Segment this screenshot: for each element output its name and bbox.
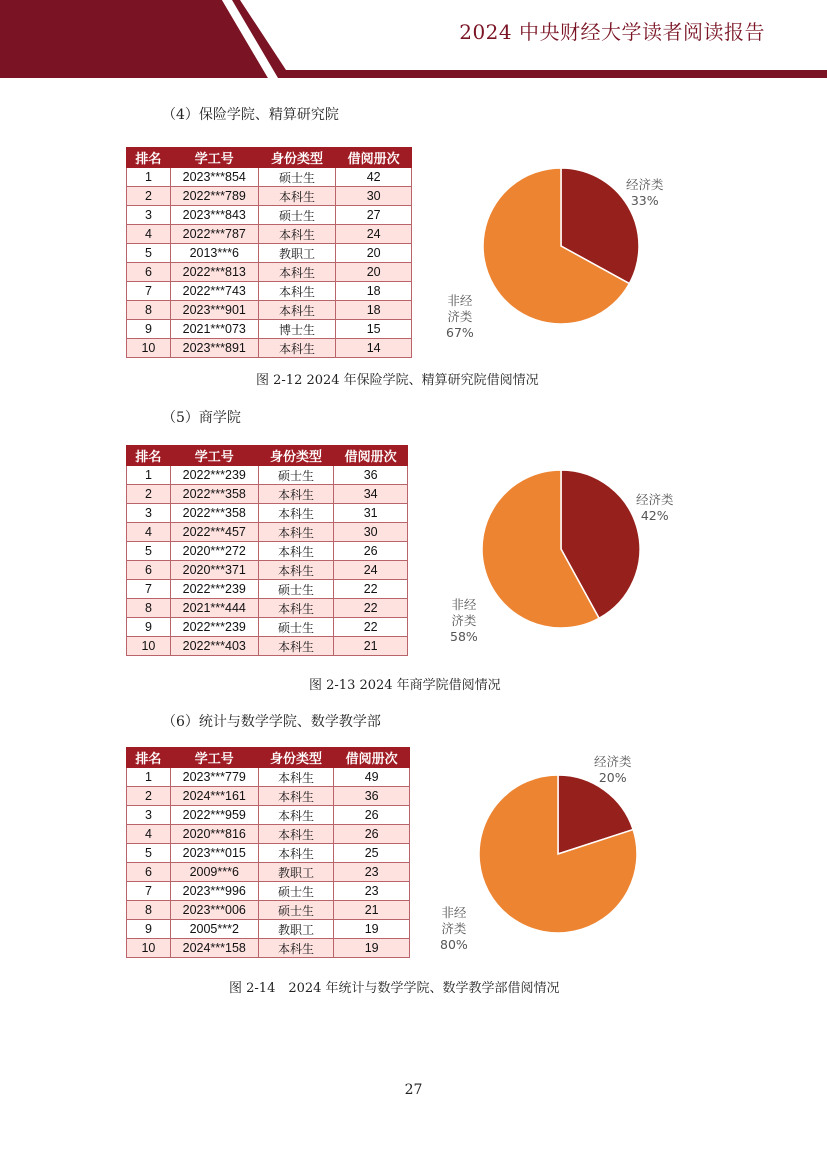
rank-cell: 7: [127, 580, 171, 599]
id-cell: 2022***239: [170, 580, 258, 599]
table-row: [127, 787, 410, 806]
ranking-table-business: [126, 445, 408, 656]
table-row: [127, 901, 410, 920]
count-cell: 42: [336, 168, 412, 187]
id-cell: 2022***789: [170, 187, 258, 206]
table-row: [127, 466, 408, 485]
count-cell: 23: [334, 863, 410, 882]
rank-cell: 5: [127, 244, 171, 263]
identity-cell: 本科生: [258, 542, 334, 561]
count-cell: 22: [334, 599, 408, 618]
table-row: [127, 187, 412, 206]
ranking-table-insurance: [126, 147, 412, 358]
table-row: [127, 768, 410, 787]
table-row: [127, 920, 410, 939]
rank-cell: 3: [127, 206, 171, 225]
table-row: [127, 504, 408, 523]
count-cell: 21: [334, 637, 408, 656]
id-cell: 2021***073: [170, 320, 258, 339]
count-cell: 30: [334, 523, 408, 542]
count-cell: 31: [334, 504, 408, 523]
identity-cell: 硕士生: [258, 168, 336, 187]
count-cell: 19: [334, 939, 410, 958]
id-cell: 2022***358: [170, 485, 258, 504]
identity-cell: 本科生: [258, 806, 334, 825]
table-header-cell: 借阅册次: [334, 446, 408, 466]
id-cell: 2022***457: [170, 523, 258, 542]
section-title-statistics: （6）统计与数学学院、数学教学部: [162, 714, 381, 730]
pie-label-economics-insurance: 经济类 33%: [626, 177, 664, 208]
identity-cell: 本科生: [258, 523, 334, 542]
table-header-cell: 借阅册次: [336, 148, 412, 168]
table-row: [127, 263, 412, 282]
pie-chart-statistics: [473, 769, 643, 939]
rank-cell: 7: [127, 282, 171, 301]
table-row: [127, 580, 408, 599]
table-header-cell: 学工号: [170, 148, 258, 168]
table-row: [127, 339, 412, 358]
table-row: [127, 882, 410, 901]
rank-cell: 6: [127, 561, 171, 580]
pie-label-non-economics-statistics: 非经 济类 80%: [440, 905, 468, 952]
id-cell: 2023***996: [170, 882, 258, 901]
count-cell: 24: [336, 225, 412, 244]
id-cell: 2022***813: [170, 263, 258, 282]
rank-cell: 1: [127, 466, 171, 485]
count-cell: 18: [336, 301, 412, 320]
rank-cell: 3: [127, 504, 171, 523]
table-header-cell: 身份类型: [258, 148, 336, 168]
count-cell: 22: [334, 618, 408, 637]
count-cell: 25: [334, 844, 410, 863]
table-row: [127, 282, 412, 301]
rank-cell: 2: [127, 187, 171, 206]
rank-cell: 3: [127, 806, 171, 825]
rank-cell: 8: [127, 901, 171, 920]
identity-cell: 本科生: [258, 768, 334, 787]
table-row: [127, 561, 408, 580]
identity-cell: 本科生: [258, 825, 334, 844]
id-cell: 2013***6: [170, 244, 258, 263]
rank-cell: 2: [127, 787, 171, 806]
count-cell: 18: [336, 282, 412, 301]
id-cell: 2020***816: [170, 825, 258, 844]
table-row: [127, 939, 410, 958]
rank-cell: 1: [127, 768, 171, 787]
count-cell: 26: [334, 542, 408, 561]
ranking-table-statistics: [126, 747, 410, 958]
id-cell: 2022***358: [170, 504, 258, 523]
count-cell: 14: [336, 339, 412, 358]
identity-cell: 本科生: [258, 939, 334, 958]
id-cell: 2023***779: [170, 768, 258, 787]
id-cell: 2023***854: [170, 168, 258, 187]
table-header-cell: 学工号: [170, 748, 258, 768]
id-cell: 2005***2: [170, 920, 258, 939]
identity-cell: 硕士生: [258, 206, 336, 225]
header-notch: [0, 20, 250, 78]
count-cell: 22: [334, 580, 408, 599]
identity-cell: 本科生: [258, 263, 336, 282]
id-cell: 2020***272: [170, 542, 258, 561]
table-header-cell: 身份类型: [258, 446, 334, 466]
identity-cell: 本科生: [258, 637, 334, 656]
id-cell: 2023***891: [170, 339, 258, 358]
identity-cell: 教职工: [258, 863, 334, 882]
pie-label-economics-statistics: 经济类 20%: [594, 754, 632, 785]
count-cell: 36: [334, 466, 408, 485]
identity-cell: 本科生: [258, 301, 336, 320]
identity-cell: 硕士生: [258, 466, 334, 485]
page-number: 27: [404, 1082, 423, 1098]
identity-cell: 硕士生: [258, 882, 334, 901]
identity-cell: 教职工: [258, 920, 334, 939]
figure-caption-2-14: 图 2-14 2024 年统计与数学学院、数学教学部借阅情况: [229, 981, 560, 996]
count-cell: 21: [334, 901, 410, 920]
table-header-cell: 学工号: [170, 446, 258, 466]
identity-cell: 博士生: [258, 320, 336, 339]
id-cell: 2023***006: [170, 901, 258, 920]
count-cell: 26: [334, 825, 410, 844]
pie-label-non-economics-insurance: 非经 济类 67%: [446, 293, 474, 340]
pie-label-economics-business: 经济类 42%: [636, 492, 674, 523]
count-cell: 19: [334, 920, 410, 939]
rank-cell: 6: [127, 863, 171, 882]
id-cell: 2022***403: [170, 637, 258, 656]
table-header-cell: 排名: [127, 446, 171, 466]
identity-cell: 硕士生: [258, 618, 334, 637]
identity-cell: 硕士生: [258, 901, 334, 920]
rank-cell: 5: [127, 542, 171, 561]
rank-cell: 5: [127, 844, 171, 863]
count-cell: 23: [334, 882, 410, 901]
table-row: [127, 225, 412, 244]
table-row: [127, 806, 410, 825]
table-row: [127, 168, 412, 187]
table-header-cell: 排名: [127, 148, 171, 168]
id-cell: 2023***843: [170, 206, 258, 225]
table-header-cell: 借阅册次: [334, 748, 410, 768]
count-cell: 24: [334, 561, 408, 580]
identity-cell: 本科生: [258, 339, 336, 358]
table-row: [127, 825, 410, 844]
id-cell: 2023***901: [170, 301, 258, 320]
rank-cell: 10: [127, 637, 171, 656]
id-cell: 2024***158: [170, 939, 258, 958]
id-cell: 2009***6: [170, 863, 258, 882]
identity-cell: 本科生: [258, 282, 336, 301]
table-row: [127, 542, 408, 561]
identity-cell: 硕士生: [258, 580, 334, 599]
table-row: [127, 244, 412, 263]
identity-cell: 本科生: [258, 187, 336, 206]
identity-cell: 本科生: [258, 225, 336, 244]
rank-cell: 8: [127, 301, 171, 320]
rank-cell: 4: [127, 225, 171, 244]
rank-cell: 6: [127, 263, 171, 282]
count-cell: 30: [336, 187, 412, 206]
report-title: 2024 中央财经大学读者阅读报告: [459, 20, 765, 44]
section-title-business: （5）商学院: [162, 410, 241, 426]
count-cell: 15: [336, 320, 412, 339]
id-cell: 2022***787: [170, 225, 258, 244]
section-title-insurance: （4）保险学院、精算研究院: [162, 107, 339, 123]
id-cell: 2022***959: [170, 806, 258, 825]
rank-cell: 4: [127, 523, 171, 542]
identity-cell: 本科生: [258, 504, 334, 523]
pie-label-non-economics-business: 非经 济类 58%: [450, 597, 478, 644]
identity-cell: 本科生: [258, 561, 334, 580]
table-row: [127, 618, 408, 637]
count-cell: 49: [334, 768, 410, 787]
table-row: [127, 320, 412, 339]
rank-cell: 7: [127, 882, 171, 901]
table-row: [127, 637, 408, 656]
table-header-cell: 身份类型: [258, 748, 334, 768]
identity-cell: 本科生: [258, 599, 334, 618]
table-row: [127, 523, 408, 542]
id-cell: 2024***161: [170, 787, 258, 806]
rank-cell: 1: [127, 168, 171, 187]
id-cell: 2023***015: [170, 844, 258, 863]
table-row: [127, 485, 408, 504]
count-cell: 27: [336, 206, 412, 225]
pie-chart-insurance: [476, 161, 646, 331]
rank-cell: 9: [127, 320, 171, 339]
count-cell: 20: [336, 244, 412, 263]
table-row: [127, 863, 410, 882]
id-cell: 2022***239: [170, 466, 258, 485]
rank-cell: 10: [127, 939, 171, 958]
id-cell: 2020***371: [170, 561, 258, 580]
table-row: [127, 301, 412, 320]
identity-cell: 教职工: [258, 244, 336, 263]
rank-cell: 8: [127, 599, 171, 618]
table-row: [127, 599, 408, 618]
rank-cell: 10: [127, 339, 171, 358]
table-row: [127, 206, 412, 225]
table-header-cell: 排名: [127, 748, 171, 768]
identity-cell: 本科生: [258, 787, 334, 806]
pie-chart-business: [476, 464, 646, 634]
count-cell: 20: [336, 263, 412, 282]
figure-caption-2-13: 图 2-13 2024 年商学院借阅情况: [309, 678, 501, 693]
count-cell: 34: [334, 485, 408, 504]
table-row: [127, 844, 410, 863]
rank-cell: 4: [127, 825, 171, 844]
id-cell: 2022***239: [170, 618, 258, 637]
rank-cell: 2: [127, 485, 171, 504]
identity-cell: 本科生: [258, 485, 334, 504]
figure-caption-2-12: 图 2-12 2024 年保险学院、精算研究院借阅情况: [256, 373, 539, 388]
rank-cell: 9: [127, 618, 171, 637]
id-cell: 2022***743: [170, 282, 258, 301]
count-cell: 26: [334, 806, 410, 825]
count-cell: 36: [334, 787, 410, 806]
rank-cell: 9: [127, 920, 171, 939]
identity-cell: 本科生: [258, 844, 334, 863]
id-cell: 2021***444: [170, 599, 258, 618]
